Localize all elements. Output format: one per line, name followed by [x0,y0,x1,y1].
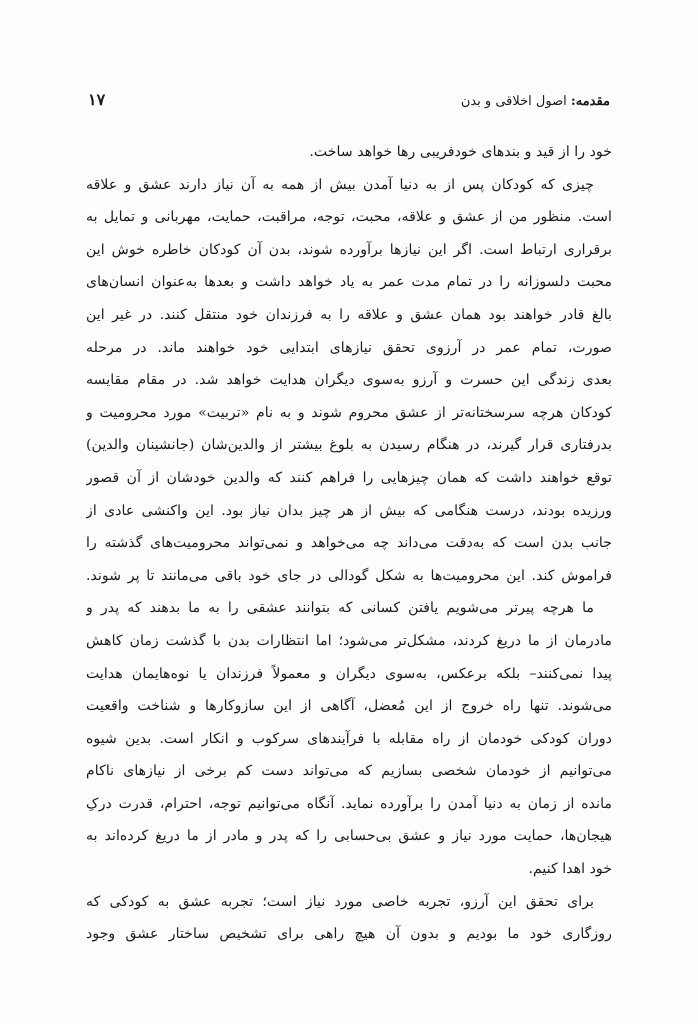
text-line: چیزی که کودکان پس از به دنیا آمدن بیش از همه به آن نیاز دارند عشق و علاقه [86,176,594,193]
text-line: صورت، تمام عمر در آرزوی تحقق نیازهای ابتدایی خود خواهند ماند. در مرحله [86,339,612,356]
text-line: توقع خواهند داشت که همان چیزهایی را فراهم کنند که والدین خودشان از آن قصور [86,469,612,486]
text-line: بالغ قادر خواهند بود همان عشق و علاقه را به فرزندان خود منتقل کنند. در غیر این [86,306,612,323]
text-line: فراموش کند. این محرومیت‌ها به شکل گودالی در جای خود باقی می‌مانند تا پر شوند. [86,567,612,584]
text-line: برقراری ارتباط است. اگر این نیازها برآورده شوند، بدن آن کودکان خاطره خوش این [86,241,612,258]
text-line: کودکان هرچه سرسختانه‌تر از عشق محروم شوند و به نام «تربیت» مورد محرومیت و [86,404,612,421]
text-line: است. منظور من از عشق و علاقه، محبت، توجه، مراقبت، حمایت، مهربانی و تمایل به [86,209,612,226]
text-line: برای تحقق این آرزو، تجربه خاصی مورد نیاز است؛ تجربه عشق به کودکی که [86,893,594,910]
text-line: بدرفتاری قرار گیرند، در هنگام رسیدن به بلوغ بیشتر از والدین‌شان (جانشینان والدین) [86,437,612,454]
text-line: بعدی زندگی این حسرت و آرزو به‌سوی دیگران هدایت خواهد شد. در مقام مقایسه [86,372,612,389]
text-line: ورزیده بودند، درست هنگامی که بیش از هر چیز بدان نیاز بود. این واکنشی عادی از [86,502,612,519]
page-number: ۱۷ [88,90,106,109]
text-line: مانده از زمان به دنیا آمدن را برآورده نماید. آنگاه می‌توانیم توجه، احترام، قدرت درکِ [86,795,612,812]
text-line: ما هرچه پیرتر می‌شویم یافتن کسانی که بتوانند عشقی را به ما بدهند که پدر و [86,600,594,617]
text-line: روزگاری خود ما بودیم و بدون آن هیچ راهی برای تشخیص ساختار عشق وجود [86,926,612,943]
running-header [88,90,610,114]
text-line: هیجان‌ها، حمایت مورد نیاز و عشق بی‌حسابی را که پدر و مادر از ما دریغ کرده‌اند به [86,828,612,845]
body-text [86,136,612,951]
text-line: دوران کودکی خودمان از راه مقابله با فرآیندهای سرکوب و انکار است. بدین شیوه [86,730,612,747]
text-line: خود اهدا کنیم. [528,861,612,878]
text-line: پیدا نمی‌کنند– بلکه برعکس، به‌سوی دیگران و معمولاً فرزندان یا نوه‌هایمان هدایت [86,665,612,682]
text-line: می‌توانیم از خودمان شخصی بسازیم که می‌تواند دست کم برخی از نیازهای ناکام [86,763,612,780]
running-title [461,94,610,109]
text-line: جانب بدن است که به‌دقت می‌داند چه می‌خواهد و نمی‌تواند محرومیت‌های گذشته را [86,535,612,552]
text-line: مادرمان از ما دریغ کردند، مشکل‌تر می‌شود؛ اما انتظارات بدن با گذشت زمان کاهش [86,632,612,649]
book-title: اصول اخلاقی و بدن [460,94,567,109]
chapter-label: مقدمه: [570,94,610,109]
text-line: خود را از قید و بندهای خودفریبی رها خواهد ساخت. [309,144,612,160]
text-line: محبت دلسوزانه را در تمام مدت عمر به یاد خواهد داشت و بعدها به‌عنوان انسان‌های [86,274,612,291]
text-line: می‌شوند. تنها راه خروج از این مُعضل، آگاهی از این سازوکارها و شناخت واقعیت [86,698,612,715]
